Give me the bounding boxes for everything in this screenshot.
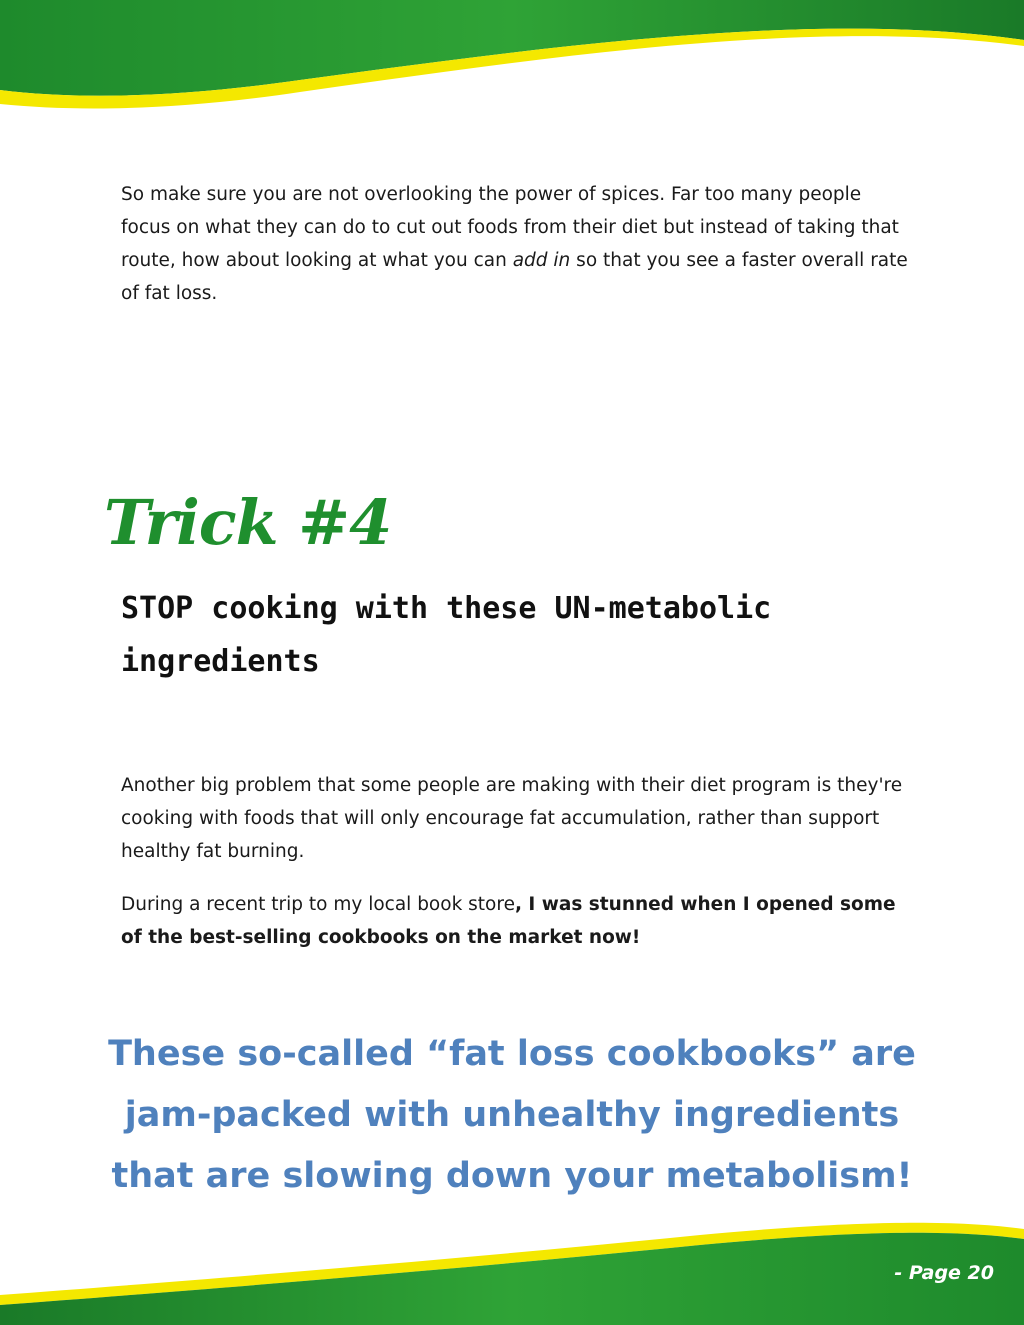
page-number: - Page 20 — [894, 1262, 994, 1284]
bold-statement: , I was stunned when I opened some of the best-selling cookbooks on the market now! — [121, 894, 896, 948]
section-subheading: STOP cooking with these UN-metabolic ingredients — [121, 591, 772, 679]
callout-quote — [100, 1024, 924, 1207]
cooking-problem-paragraph: Another big problem that some people are making with their diet program is they're cooking with foods that will only encourage fat accumulation, rather than support healthy fat burning. — [121, 775, 903, 862]
book-store-paragraph: During a recent trip to my local book store, I was stunned when I opened some of the best-selling cookbooks on the market now! — [121, 894, 896, 948]
callout-line: that are slowing down your metabolism! — [111, 1156, 913, 1196]
trick-heading: Trick #4 — [104, 486, 392, 559]
emphasis-add-in: add in — [512, 250, 571, 271]
footer-wave-decoration — [0, 1205, 1024, 1325]
header-wave-decoration — [0, 0, 1024, 120]
callout-line: These so-called “fat loss cookbooks” are — [108, 1034, 916, 1074]
spices-paragraph: So make sure you are not overlooking the power of spices. Far too many people focus on what they can do to cut out foods from their diet but instead of taking that route, how about looking at what you can add in so that you see a faster overall rate of fat loss. — [121, 184, 908, 304]
callout-line: jam-packed with unhealthy ingredients — [124, 1095, 900, 1135]
